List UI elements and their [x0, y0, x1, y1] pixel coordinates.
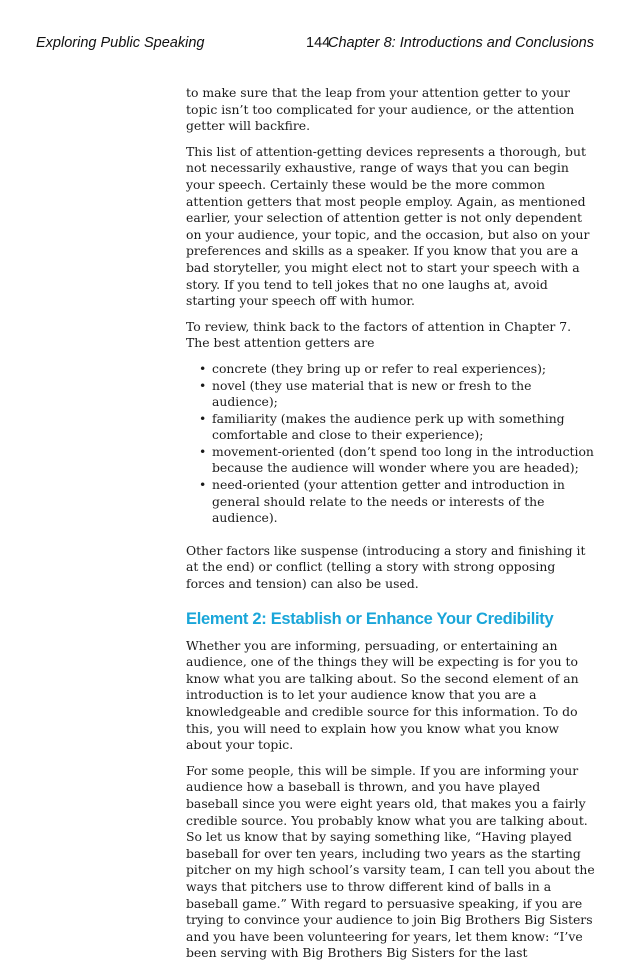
paragraph-other-factors: Other factors like suspense (introducing a story and finishing it at the end) or conflict (telling a story with strong opposing forces and tension) can also be used. — [186, 542, 586, 592]
paragraph-continuation: to make sure that the leap from your attention getter to your topic isn’t too complicated for your audience, or the attention getter will backfire. — [186, 85, 575, 134]
paragraph-credibility: Whether you are informing, persuading, or entertaining an audience, one of the things they will be expecting is for you to know what you are talking about. So the second element of an introduction is to let your audience know that you are a knowledgeable and credible source for this information. To do this, you will need to explain how you know what you know about your topic. — [186, 637, 579, 753]
attention-factors-list — [186, 361, 596, 527]
list-item: • movement-oriented (don’t spend too long in the introduction because the audience will wonder where you are headed); — [212, 444, 596, 477]
list-item: • familiarity (makes the audience perk up with something comfortable and close to their experience); — [212, 411, 596, 444]
chapter-title: Chapter 8: Introductions and Conclusions — [328, 35, 594, 51]
paragraph-attention-devices: This list of attention-getting devices represents a thorough, but not necessarily exhaustive, range of ways that you can begin your speech. Certainly these would be the more common attention getters that most people employ. Again, as mentioned earlier, your selection of attention getter is not only dependent on your audience, your topic, and the occasion, but also on your preferences and skills as a speaker. If you know that you are a bad storyteller, you might elect not to start your speech with a story. If you tend to tell jokes that no one laughs at, avoid starting your speech off with humor. — [186, 143, 590, 309]
page-body — [186, 85, 596, 971]
page-number: 144 — [306, 35, 331, 51]
paragraph-review: To review, think back to the factors of attention in Chapter 7. The best attention getters are — [186, 318, 572, 351]
book-title: Exploring Public Speaking — [36, 35, 205, 51]
paragraph-examples: For some people, this will be simple. If you are informing your audience how a baseball is thrown, and you have played baseball since you were eight years old, that makes you a fairly credible source. You probably know what you are talking about. So let us know that by saying something like, “Having played baseball for over ten years, including two years as the starting pitcher on my high school’s varsity team, I can tell you about the ways that pitchers use to throw different kind of balls in a baseball game.” With regard to persuasive speaking, if you are trying to convince your audience to join Big Brothers Big Sisters and you have been volunteering for years, let them know: “I’ve been serving with Big Brothers Big Sisters for the last — [186, 762, 595, 961]
section-heading: Element 2: Establish or Enhance Your Credibility — [186, 609, 554, 628]
list-item: • need-oriented (your attention getter and introduction in general should relate to the needs or interests of the audience). — [212, 477, 596, 527]
running-header — [0, 35, 630, 55]
list-item: • concrete (they bring up or refer to real experiences); — [212, 361, 596, 378]
list-item: • novel (they use material that is new or fresh to the audience); — [212, 378, 596, 411]
